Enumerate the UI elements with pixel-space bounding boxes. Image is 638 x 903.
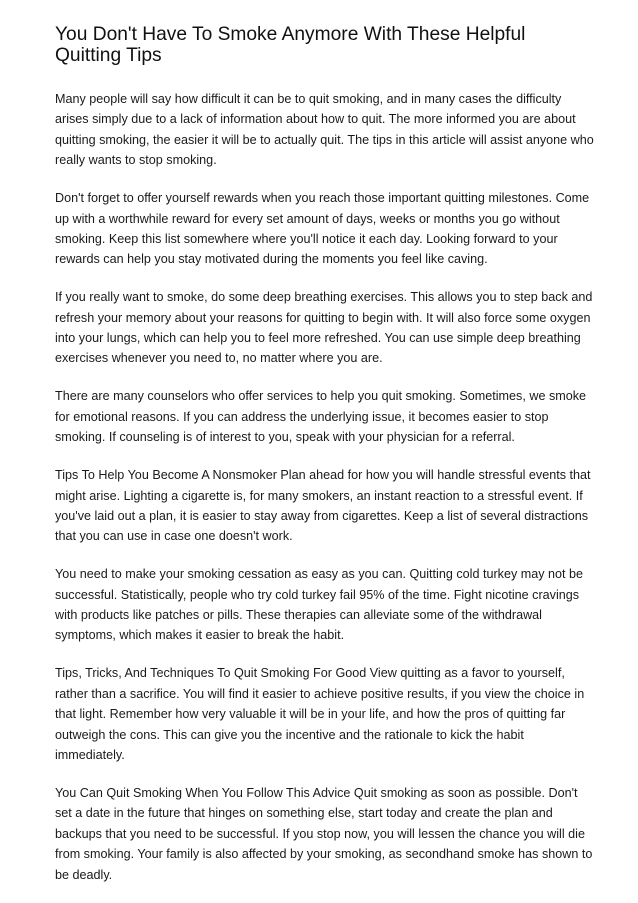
paragraph: You need to make your smoking cessation as easy as you can. Quitting cold turkey may not be successful. Statistically, people who try cold turkey fail 95% of the time. Fight nicotine cravings with products like patches or pills. These therapies can alleviate some of the withdrawal symptoms, which makes it easier to break the habit.: [55, 567, 584, 643]
paragraph: Tips To Help You Become A Nonsmoker Plan ahead for how you will handle stressful events that might arise. Lighting a cigarette is, for many smokers, an instant reaction to a stressful event. If you've laid out a plan, it is easier to stay away from cigarettes. Keep a list of several distractions that you can use in case one doesn't work.: [55, 468, 591, 544]
document-body: [55, 89, 595, 885]
document-title: You Don't Have To Smoke Anymore With These Helpful Quitting Tips: [55, 24, 526, 66]
paragraph: Don't forget to offer yourself rewards when you reach those important quitting milestones. Come up with a worthwhile reward for every set amount of days, weeks or months you go without smoking. Keep this list somewhere where you'll notice it each day. Looking forward to your rewards can help you stay motivated during the moments you feel like caving.: [55, 191, 590, 267]
document-page: [55, 24, 595, 902]
paragraph: Tips, Tricks, And Techniques To Quit Smoking For Good View quitting as a favor to yourself, rather than a sacrifice. You will find it easier to achieve positive results, if you view the choice in that light. Remember how very valuable it will be in your life, and how the pros of quitting far outweigh the cons. This can give you the incentive and the rationale to kick the habit immediately.: [55, 666, 585, 762]
paragraph: There are many counselors who offer services to help you quit smoking. Sometimes, we smoke for emotional reasons. If you can address the underlying issue, it becomes easier to stop smoking. If counseling is of interest to you, speak with your physician for a referral.: [55, 389, 587, 445]
paragraph: If you really want to smoke, do some deep breathing exercises. This allows you to step back and refresh your memory about your reasons for quitting to begin with. It will also force some oxygen into your lungs, which can help you to feel more refreshed. You can use simple deep breathing exercises whenever you need to, no matter where you are.: [55, 290, 593, 366]
paragraph: Many people will say how difficult it can be to quit smoking, and in many cases the difficulty arises simply due to a lack of information about how to quit. The more informed you are about quitting smoking, the easier it will be to actually quit. The tips in this article will assist anyone who really wants to stop smoking.: [55, 92, 594, 168]
paragraph: You Can Quit Smoking When You Follow This Advice Quit smoking as soon as possible. Don't set a date in the future that hinges on something else, start today and create the plan and backups that you need to be successful. If you stop now, you will lessen the chance you will die from smoking. Your family is also affected by your smoking, as secondhand smoke has shown to be deadly.: [55, 785, 593, 882]
